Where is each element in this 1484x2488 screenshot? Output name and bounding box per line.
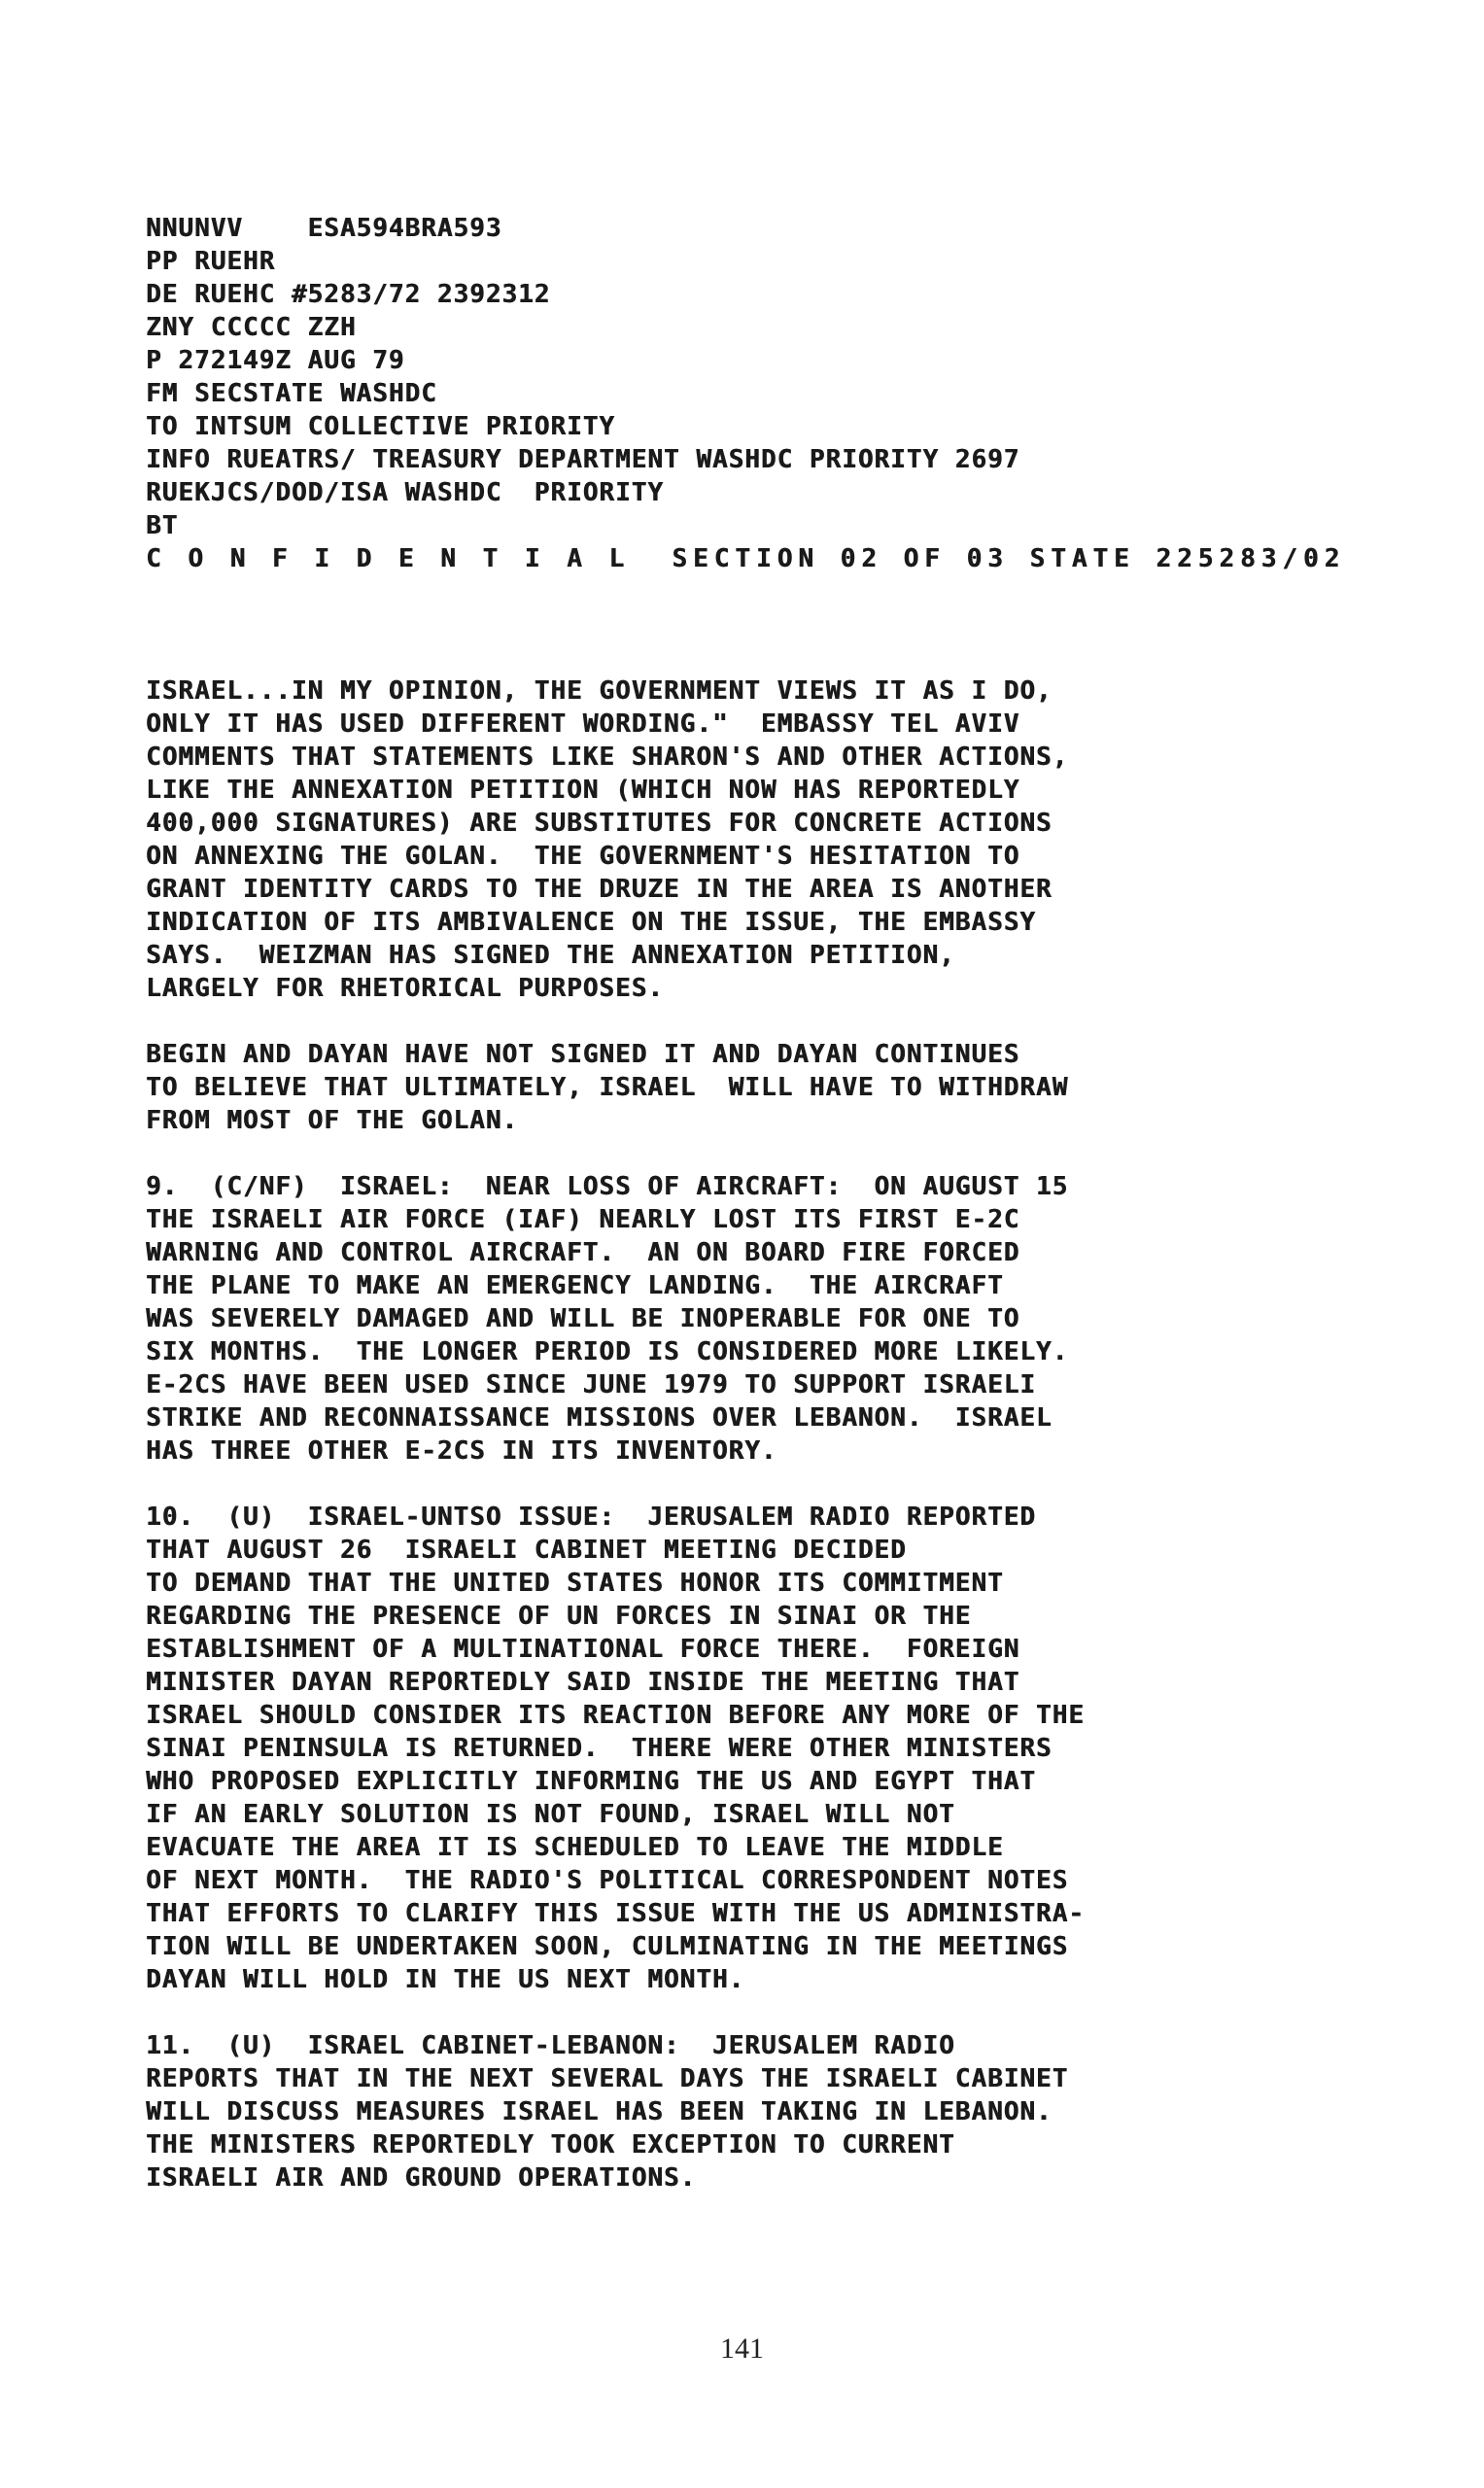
header-line: DE RUEHC #5283/72 2392312 (146, 280, 551, 309)
paragraph-line: SIX MONTHS. THE LONGER PERIOD IS CONSIDERED MORE LIKELY. (146, 1337, 1069, 1366)
paragraph-line: MINISTER DAYAN REPORTEDLY SAID INSIDE THE MEETING THAT (146, 1668, 1020, 1697)
paragraph-line: SAYS. WEIZMAN HAS SIGNED THE ANNEXATION PETITION, (146, 941, 955, 970)
paragraph-line: DAYAN WILL HOLD IN THE US NEXT MONTH. (146, 1965, 745, 1994)
header-line: BT (146, 511, 179, 540)
header-line: PP RUEHR (146, 247, 276, 276)
paragraph-line: THE PLANE TO MAKE AN EMERGENCY LANDING. THE AIRCRAFT (146, 1271, 1004, 1300)
paragraph-line: 11. (U) ISRAEL CABINET-LEBANON: JERUSALEM RADIO (146, 2031, 955, 2060)
header-line: ZNY CCCCC ZZH (146, 313, 357, 342)
paragraph-line: THAT EFFORTS TO CLARIFY THIS ISSUE WITH THE US ADMINISTRA- (146, 1899, 1085, 1928)
cable-header (146, 212, 1351, 575)
paragraph-line: EVACUATE THE AREA IT IS SCHEDULED TO LEAVE THE MIDDLE (146, 1833, 1004, 1862)
cable-body (146, 674, 1351, 2194)
header-line: FM SECSTATE WASHDC (146, 379, 437, 408)
paragraph-line: THE MINISTERS REPORTEDLY TOOK EXCEPTION TO CURRENT (146, 2130, 955, 2160)
paragraph-line: ESTABLISHMENT OF A MULTINATIONAL FORCE THERE. FOREIGN (146, 1635, 1020, 1664)
paragraph-line: E-2CS HAVE BEEN USED SINCE JUNE 1979 TO SUPPORT ISRAELI (146, 1370, 1036, 1400)
paragraph-line: LARGELY FOR RHETORICAL PURPOSES. (146, 974, 664, 1003)
cable-text (146, 146, 1351, 2294)
paragraph-line: IF AN EARLY SOLUTION IS NOT FOUND, ISRAEL WILL NOT (146, 1800, 955, 1829)
paragraph-line: REPORTS THAT IN THE NEXT SEVERAL DAYS THE ISRAELI CABINET (146, 2064, 1069, 2093)
paragraph-line: ONLY IT HAS USED DIFFERENT WORDING." EMBASSY TEL AVIV (146, 709, 1020, 739)
paragraph-line: 400,000 SIGNATURES) ARE SUBSTITUTES FOR CONCRETE ACTIONS (146, 809, 1053, 838)
paragraph-line: TO DEMAND THAT THE UNITED STATES HONOR ITS COMMITMENT (146, 1569, 1004, 1598)
header-line: NNUNVV ESA594BRA593 (146, 214, 502, 243)
paragraph-line: BEGIN AND DAYAN HAVE NOT SIGNED IT AND DAYAN CONTINUES (146, 1040, 1020, 1069)
page-number: 141 (720, 2332, 764, 2365)
paragraph-line: WARNING AND CONTROL AIRCRAFT. AN ON BOARD FIRE FORCED (146, 1238, 1020, 1267)
paragraph-line: TION WILL BE UNDERTAKEN SOON, CULMINATING IN THE MEETINGS (146, 1932, 1069, 1961)
paragraph-line: OF NEXT MONTH. THE RADIO'S POLITICAL CORRESPONDENT NOTES (146, 1866, 1069, 1895)
header-line: RUEKJCS/DOD/ISA WASHDC PRIORITY (146, 478, 664, 507)
paragraph (146, 2029, 1351, 2194)
paragraph-line: GRANT IDENTITY CARDS TO THE DRUZE IN THE AREA IS ANOTHER (146, 875, 1053, 904)
header-line: INFO RUEATRS/ TREASURY DEPARTMENT WASHDC PRIORITY 2697 (146, 445, 1020, 474)
paragraph-line: REGARDING THE PRESENCE OF UN FORCES IN SINAI OR THE (146, 1602, 972, 1631)
header-line: TO INTSUM COLLECTIVE PRIORITY (146, 412, 615, 441)
paragraph-line: ON ANNEXING THE GOLAN. THE GOVERNMENT'S HESITATION TO (146, 842, 1020, 871)
paragraph-line: STRIKE AND RECONNAISSANCE MISSIONS OVER LEBANON. ISRAEL (146, 1403, 1053, 1433)
paragraph-line: LIKE THE ANNEXATION PETITION (WHICH NOW HAS REPORTEDLY (146, 776, 1020, 805)
paragraph-line: HAS THREE OTHER E-2CS IN ITS INVENTORY. (146, 1436, 777, 1466)
paragraph-line: ISRAELI AIR AND GROUND OPERATIONS. (146, 2163, 697, 2193)
paragraph-line: SINAI PENINSULA IS RETURNED. THERE WERE OTHER MINISTERS (146, 1734, 1053, 1763)
paragraph-line: 9. (C/NF) ISRAEL: NEAR LOSS OF AIRCRAFT: ON AUGUST 15 (146, 1172, 1069, 1201)
paragraph-line: ISRAEL...IN MY OPINION, THE GOVERNMENT VIEWS IT AS I DO, (146, 676, 1053, 706)
paragraph-line: WAS SEVERELY DAMAGED AND WILL BE INOPERABLE FOR ONE TO (146, 1304, 1020, 1333)
paragraph-line: ISRAEL SHOULD CONSIDER ITS REACTION BEFORE ANY MORE OF THE (146, 1701, 1085, 1730)
header-line: P 272149Z AUG 79 (146, 346, 405, 375)
paragraph-line: WILL DISCUSS MEASURES ISRAEL HAS BEEN TAKING IN LEBANON. (146, 2097, 1053, 2126)
paragraph-line: COMMENTS THAT STATEMENTS LIKE SHARON'S AND OTHER ACTIONS, (146, 743, 1069, 772)
paragraph (146, 674, 1351, 1005)
header-line: C O N F I D E N T I A L SECTION 02 OF 03 STATE 225283/02 (146, 544, 1346, 573)
paragraph-line: FROM MOST OF THE GOLAN. (146, 1106, 519, 1135)
paragraph-line: THE ISRAELI AIR FORCE (IAF) NEARLY LOST ITS FIRST E-2C (146, 1205, 1020, 1234)
paragraph (146, 1501, 1351, 1996)
paragraph-line: THAT AUGUST 26 ISRAELI CABINET MEETING DECIDED (146, 1536, 907, 1565)
paragraph (146, 1170, 1351, 1468)
paragraph-line: INDICATION OF ITS AMBIVALENCE ON THE ISSUE, THE EMBASSY (146, 908, 1036, 937)
paragraph-line: TO BELIEVE THAT ULTIMATELY, ISRAEL WILL HAVE TO WITHDRAW (146, 1073, 1069, 1102)
paragraph-line: 10. (U) ISRAEL-UNTSO ISSUE: JERUSALEM RADIO REPORTED (146, 1503, 1036, 1532)
paragraph (146, 1038, 1351, 1137)
paragraph-line: WHO PROPOSED EXPLICITLY INFORMING THE US AND EGYPT THAT (146, 1767, 1036, 1796)
